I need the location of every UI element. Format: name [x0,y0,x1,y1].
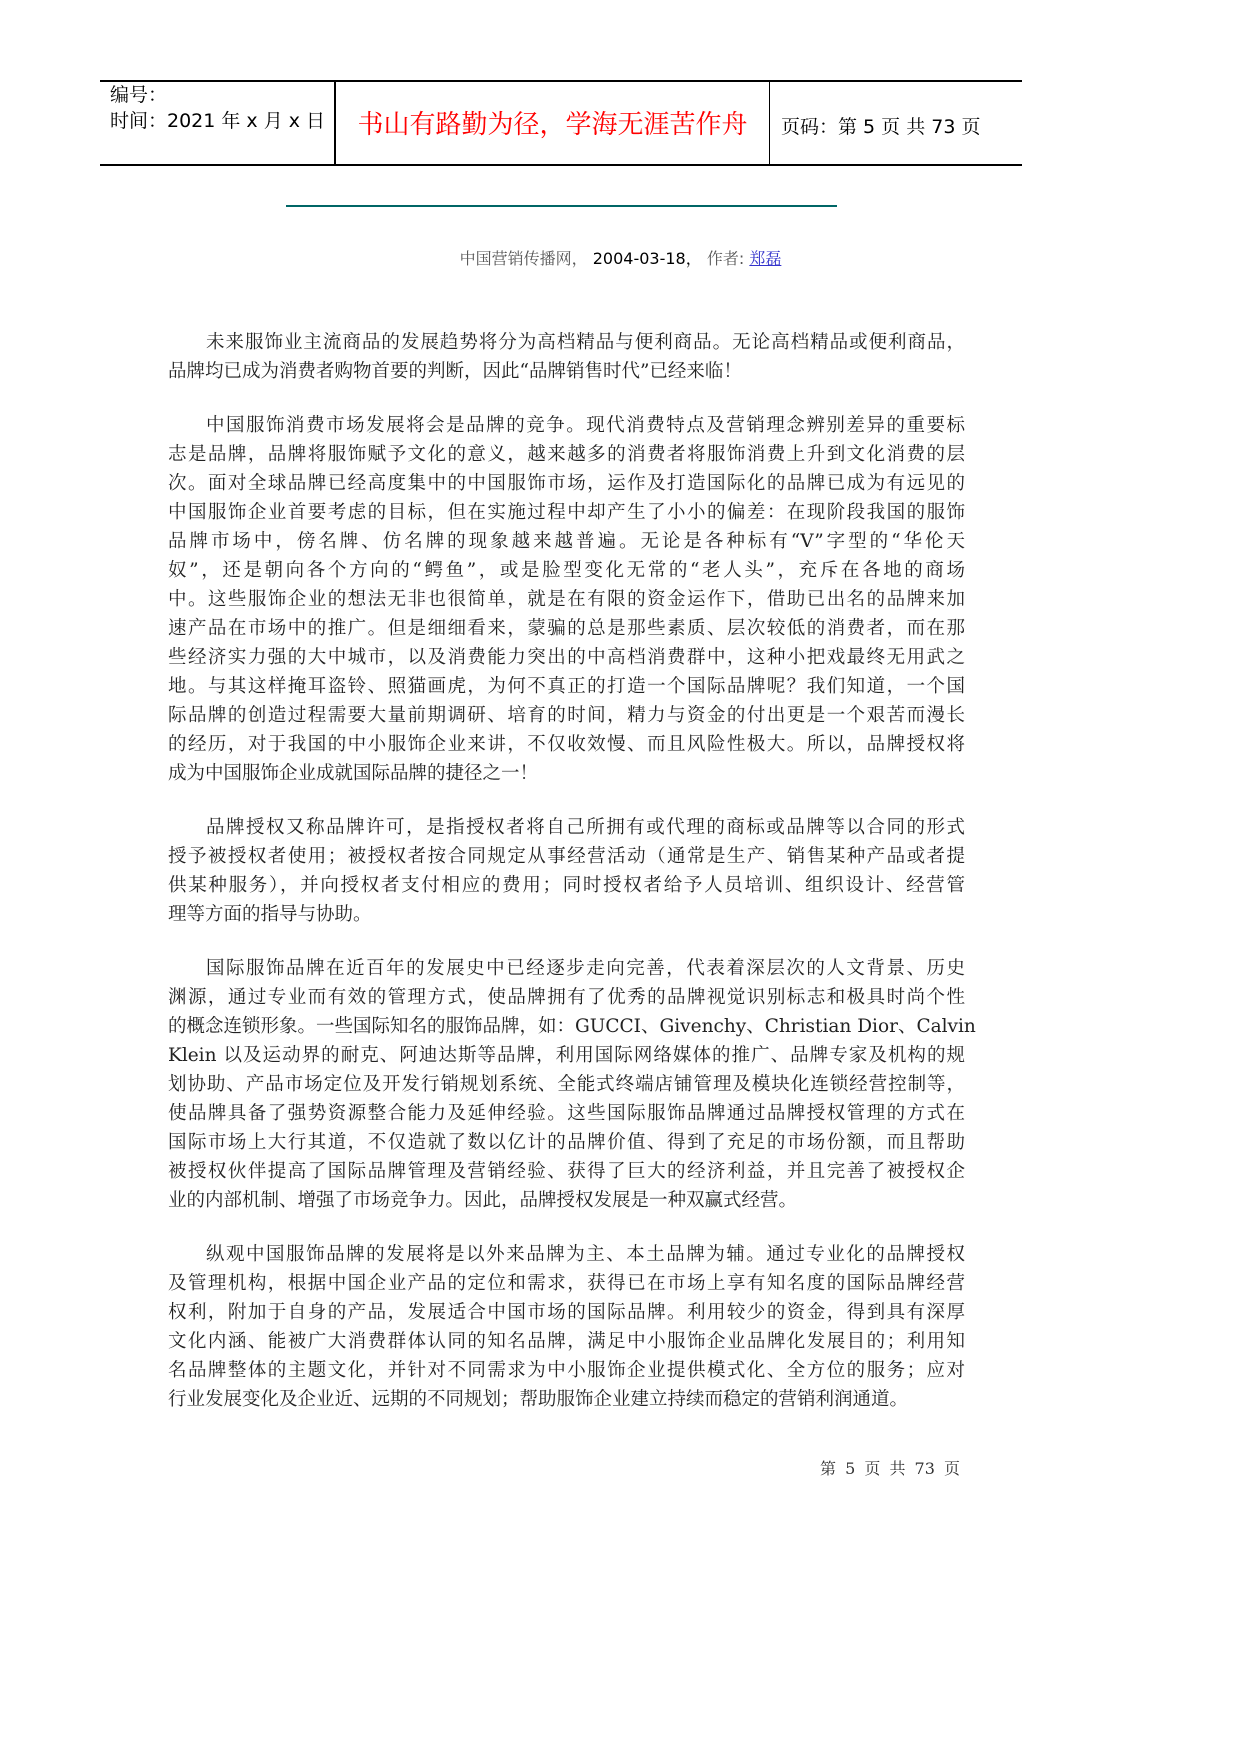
paragraph-line: 速产品在市场中的推广。但是细细看来，蒙骗的总是那些素质、层次较低的消费者，而在那 [168,618,965,639]
paragraph-line: 的概念连锁形象。一些国际知名的服饰品牌，如：GUCCI、Givenchy、Christian Dior、Calvin [168,1016,976,1037]
paragraph [168,1240,965,1414]
paragraph-line: 划协助、产品市场定位及开发行销规划系统、全能式终端店铺管理及模块化连锁经营控制等， [168,1074,965,1095]
paragraph-line: 奴”，还是朝向各个方向的“鳄鱼”，或是脸型变化无常的“老人头”，充斥在各地的商场 [168,560,965,581]
byline-date: 2004-03-18， [592,249,702,268]
author-link[interactable]: 郑磊 [749,249,782,268]
page-footer: 第 5 页 共 73 页 [820,1459,960,1478]
paragraph-line: 文化内涵、能被广大消费群体认同的知名品牌，满足中小服饰企业品牌化发展目的；利用知 [168,1331,965,1352]
paragraph-line: 中国服饰消费市场发展将会是品牌的竞争。现代消费特点及营销理念辨别差异的重要标 [206,415,965,436]
paragraph-line: 理等方面的指导与协助。 [168,904,372,925]
document-number-label: 编号： [110,84,168,106]
paragraph-line: 渊源，通过专业而有效的管理方式，使品牌拥有了优秀的品牌视觉识别标志和极具时尚个性 [168,987,965,1008]
paragraph-line: 行业发展变化及企业近、远期的不同规划；帮助服饰企业建立持续而稳定的营销利润通道。 [168,1389,909,1410]
paragraph-line: 中。这些服饰企业的想法无非也很简单，就是在有限的资金运作下，借助已出名的品牌来加 [168,589,965,610]
paragraph-line: 国际市场上大行其道，不仅造就了数以亿计的品牌价值、得到了充足的市场份额，而且帮助 [168,1132,965,1153]
paragraph-line: Klein 以及运动界的耐克、阿迪达斯等品牌，利用国际网络媒体的推广、品牌专家及机构的规 [168,1045,965,1066]
header-page-number: 页码：第 5 页 共 73 页 [781,116,981,138]
header-motto: 书山有路勤为径，学海无涯苦作舟 [357,110,748,140]
title-rule [286,205,837,207]
article-body [168,328,976,1439]
paragraph-line: 名品牌整体的主题文化，并针对不同需求为中小服饰企业提供模式化、全方位的服务；应对 [168,1360,965,1381]
paragraph-line: 使品牌具备了强势资源整合能力及延伸经验。这些国际服饰品牌通过品牌授权管理的方式在 [168,1103,965,1124]
paragraph-line: 及管理机构，根据中国企业产品的定位和需求，获得已在市场上享有知名度的国际品牌经营 [168,1273,965,1294]
paragraph-line: 权利，附加于自身的产品，发展适合中国市场的国际品牌。利用较少的资金，得到具有深厚 [168,1302,965,1323]
paragraph-line: 际品牌的创造过程需要大量前期调研、培育的时间，精力与资金的付出更是一个艰苦而漫长 [168,705,965,726]
paragraph-line: 地。与其这样掩耳盗铃、照猫画虎，为何不真正的打造一个国际品牌呢？我们知道，一个国 [168,676,965,697]
article-byline [0,246,1241,269]
paragraph-line: 供某种服务），并向授权者支付相应的费用；同时授权者给予人员培训、组织设计、经营管 [168,875,965,896]
paragraph-line: 志是品牌，品牌将服饰赋予文化的意义，越来越多的消费者将服饰消费上升到文化消费的层 [168,444,965,465]
paragraph-line: 未来服饰业主流商品的发展趋势将分为高档精品与便利商品。无论高档精品或便利商品， [206,332,965,353]
paragraph-line: 中国服饰企业首要考虑的目标，但在实施过程中却产生了小小的偏差：在现阶段我国的服饰 [168,502,965,523]
paragraph-line: 些经济实力强的大中城市，以及消费能力突出的中高档消费群中，这种小把戏最终无用武之 [168,647,965,668]
paragraph [168,411,965,788]
paragraph-line: 品牌授权又称品牌许可，是指授权者将自己所拥有或代理的商标或品牌等以合同的形式 [206,817,965,838]
header-meta [110,82,335,134]
paragraph-line: 被授权伙伴提高了国际品牌管理及营销经验、获得了巨大的经济利益，并且完善了被授权企 [168,1161,965,1182]
paragraph-line: 品牌均已成为消费者购物首要的判断，因此“品牌销售时代”已经来临！ [168,361,742,382]
document-date: 时间：2021 年 x 月 x 日 [110,110,326,132]
byline-source: 中国营销传播网， [459,249,588,268]
paragraph-line: 品牌市场中，傍名牌、仿名牌的现象越来越普遍。无论是各种标有“V”字型的“华伦天 [168,531,965,552]
page-header [100,80,1022,166]
paragraph-line: 次。面对全球品牌已经高度集中的中国服饰市场，运作及打造国际化的品牌已成为有远见的 [168,473,965,494]
paragraph-line: 国际服饰品牌在近百年的发展史中已经逐步走向完善，代表着深层次的人文背景、历史 [206,958,965,979]
byline-author-label: 作者: [706,249,745,268]
paragraph-line: 业的内部机制、增强了市场竞争力。因此，品牌授权发展是一种双赢式经营。 [168,1190,798,1211]
paragraph [168,328,965,386]
paragraph-line: 成为中国服饰企业成就国际品牌的捷径之一！ [168,763,539,784]
paragraph-line: 纵观中国服饰品牌的发展将是以外来品牌为主、本土品牌为辅。通过专业化的品牌授权 [206,1244,965,1265]
paragraph-line: 的经历，对于我国的中小服饰企业来讲，不仅收效慢、而且风险性极大。所以，品牌授权将 [168,734,965,755]
paragraph [168,954,976,1215]
paragraph-line: 授予被授权者使用；被授权者按合同规定从事经营活动（通常是生产、销售某种产品或者提 [168,846,965,867]
paragraph [168,813,965,929]
header-divider [769,82,770,164]
